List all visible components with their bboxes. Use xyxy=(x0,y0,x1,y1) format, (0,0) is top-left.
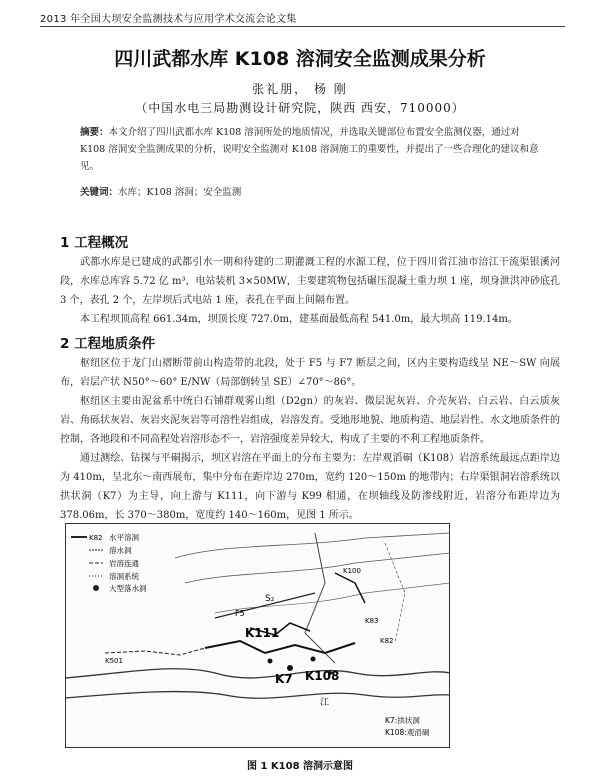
section-2-body xyxy=(60,354,560,525)
cave-label-k501: K501 xyxy=(105,657,123,665)
karst-map xyxy=(65,523,450,748)
keywords-text: 水库；K108 溶洞；安全监测 xyxy=(118,187,242,198)
cave-label-k100: K100 xyxy=(343,567,361,575)
running-header: 2013 年全国大坝安全监测技术与应用学术交流会论文集 xyxy=(40,14,297,25)
legend-label: 岩溶连通 xyxy=(109,559,139,568)
section-1-heading: 1 工程概况 xyxy=(60,235,129,251)
section-1-body xyxy=(60,253,560,329)
cave-label-k111: K111 xyxy=(245,626,280,640)
paragraph: 本工程坝顶高程 661.34m，坝顶长度 727.0m，建基面最低高程 541.0m，最大坝高 119.14m。 xyxy=(80,314,518,325)
sinkhole-mark xyxy=(311,657,316,662)
paragraph: 武都水库是已建成的武都引水一期和待建的二期灌溉工程的水源工程，位于四川省江油市涪江干流渠银溪河段，水库总库容 5.72 亿 m³，电站装机 3×50MW，主要建筑物包括碾压混凝土重力坝 1 座，坝身泄洪冲砂底孔 3 个，表孔 2 个，左岸坝后式电站 1 座，表孔在平面上间隔布置。 xyxy=(60,257,560,306)
legend-label: 溶水洞 xyxy=(109,546,132,555)
paragraph: 通过测绘、钻探与平硐揭示，坝区岩溶在平面上的分布主要为：左岸观滔硐（K108）岩溶系统最远点距岸边为 410m，呈北东～南西展布，集中分布在距岸边 270m，宽约 120～150m 的地带内；右岸渠银洞岩溶系统以拱状洞（K7）为主导，向上游与 K111，向下游与 K99 相通，在坝轴线及防渗线附近，岩溶分布距岸边为 378.06m，长 370～380m，宽度约 140～160m，见图 1 所示。 xyxy=(60,453,560,521)
figure-caption: 图 1 K108 溶洞示意图 xyxy=(246,761,354,772)
abstract xyxy=(80,124,540,175)
abstract-text: 本文介绍了四川武都水库 K108 溶洞所处的地质情况，并选取关键部位布置安全监测仪器，通过对 K108 溶洞安全监测成果的分析，说明安全监测对 K108 溶洞施工的重要性，并提出了一些合理化的建议和意见。 xyxy=(80,127,539,172)
legend-symbol-sinkhole xyxy=(93,585,99,591)
sinkhole-mark xyxy=(287,665,293,671)
map-note: K7:拱状洞 xyxy=(385,716,420,725)
keywords xyxy=(80,184,540,198)
stratum-label: S₂ xyxy=(265,594,275,604)
keywords-label: 关键词： xyxy=(80,187,119,198)
paper-authors: 张礼朋， 杨 刚 xyxy=(252,82,348,96)
abstract-label: 摘要： xyxy=(80,127,109,138)
header-rule xyxy=(40,26,565,27)
karst-map-figure xyxy=(65,523,450,748)
paragraph: 枢纽区位于龙门山褶断带前山构造带的北段，处于 F5 与 F7 断层之间，区内主要构造线呈 NE～SW 向展布，岩层产状 N50°～60° E/NW（局部倒转呈 SE）∠70°～86°。 xyxy=(60,358,560,388)
fault-label: F5 xyxy=(235,609,245,618)
paper-title: 四川武都水库 K108 溶洞安全监测成果分析 xyxy=(114,48,486,70)
legend-label: 溶洞系统 xyxy=(109,572,139,581)
river-label: 江 xyxy=(320,698,330,708)
paper-affiliation: （中国水电三局勘测设计研究院，陕西 西安，710000） xyxy=(135,101,465,115)
cave-label-k83: K83 xyxy=(365,617,379,625)
sinkhole-mark xyxy=(268,659,273,664)
cave-label-k108: K108 xyxy=(305,669,340,683)
cave-label-k7: K7 xyxy=(275,672,293,686)
legend-label: 水平溶洞 xyxy=(109,533,139,542)
map-note: K108:观滔硐 xyxy=(385,728,430,737)
cave-label-k82: K82 xyxy=(380,637,394,645)
paragraph: 枢纽区主要由泥盆系中统白石铺群观雾山组（D2gn）的灰岩、微层泥灰岩、介壳灰岩、白云岩、白云质灰岩、角砾状灰岩、灰岩夹泥灰岩等可溶性岩组成，岩溶发育。受地形地貌、地质构造、地层岩性、水文地质条件的控制，各地段和不同高程处岩溶形态不一，岩溶强度差异较大，构成了主要的不利工程地质条件。 xyxy=(60,396,560,445)
legend-label: 大型落水洞 xyxy=(109,584,147,593)
legend-symbol-text: K82 xyxy=(89,534,103,542)
section-2-heading: 2 工程地质条件 xyxy=(60,336,156,352)
